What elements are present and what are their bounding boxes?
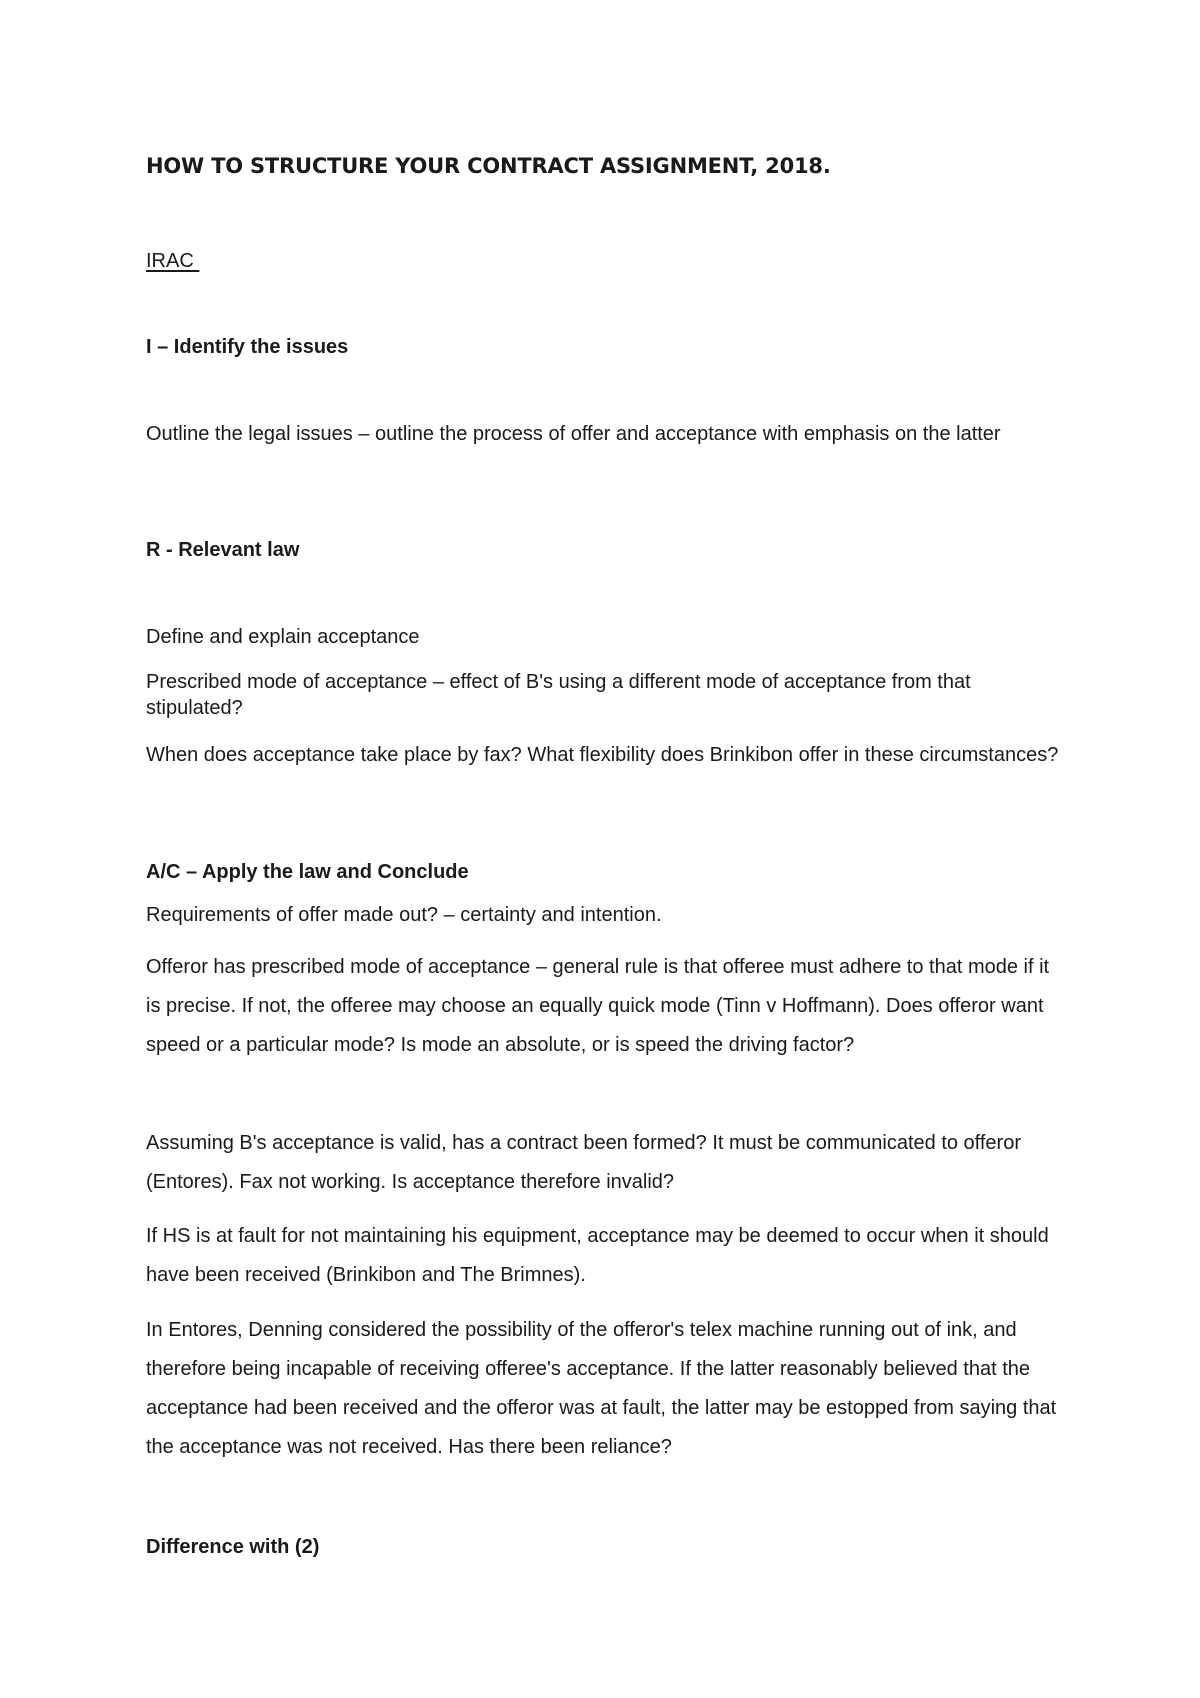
framework-label: IRAC — [146, 250, 200, 272]
section-heading-issues: I – Identify the issues — [146, 336, 349, 358]
relevant-law-paragraph-define: Define and explain acceptance — [146, 626, 420, 648]
apply-paragraph-entores: In Entores, Denning considered the possibility of the offeror's telex machine running out of ink, and therefore being incapable of receiving offeree's acceptance. If the latter reasonably believed that the acceptance had been received and the offeror was at fault, the latter may be estopped from saying that the acceptance was not received. Has there been reliance? — [146, 1319, 1057, 1458]
apply-paragraph-requirements: Requirements of offer made out? – certainty and intention. — [146, 904, 662, 926]
issues-paragraph: Outline the legal issues – outline the process of offer and acceptance with emphasis on the latter — [146, 423, 1001, 445]
document-title: HOW TO STRUCTURE YOUR CONTRACT ASSIGNMENT, 2018. — [146, 154, 831, 178]
section-heading-relevant-law: R - Relevant law — [146, 539, 300, 561]
apply-paragraph-offeror-mode: Offeror has prescribed mode of acceptance – general rule is that offeree must adhere to that mode if it is precise. If not, the offeree may choose an equally quick mode (Tinn v Hoffmann). Does offeror want speed or a particular mode? Is mode an absolute, or is speed the driving factor? — [146, 956, 1050, 1056]
section-heading-difference: Difference with (2) — [146, 1536, 320, 1558]
section-heading-apply-conclude: A/C – Apply the law and Conclude — [146, 861, 469, 883]
apply-paragraph-fault: If HS is at fault for not maintaining his equipment, acceptance may be deemed to occur when it should have been received (Brinkibon and The Brimnes). — [146, 1225, 1049, 1286]
relevant-law-paragraph-fax: When does acceptance take place by fax? What flexibility does Brinkibon offer in these circumstances? — [146, 744, 1059, 766]
relevant-law-paragraph-prescribed-mode: Prescribed mode of acceptance – effect of B's using a different mode of acceptance from that stipulated? — [146, 671, 971, 719]
apply-paragraph-communication: Assuming B's acceptance is valid, has a contract been formed? It must be communicated to offeror (Entores). Fax not working. Is acceptance therefore invalid? — [146, 1132, 1021, 1193]
